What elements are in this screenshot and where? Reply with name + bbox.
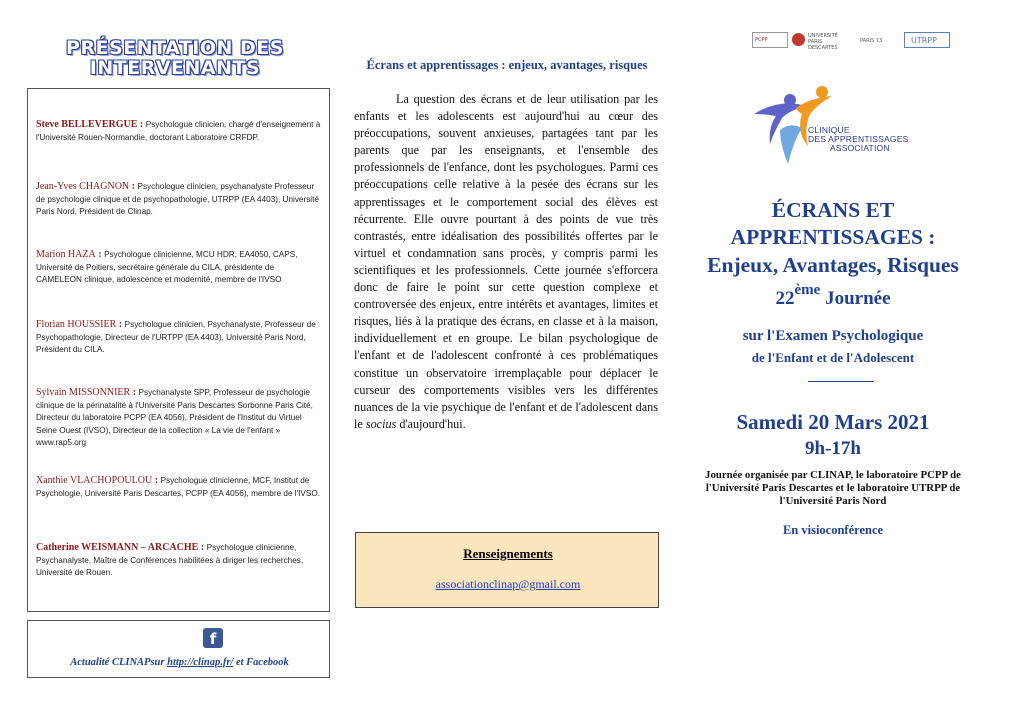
news-box [27, 620, 330, 678]
speakers-box [27, 88, 330, 612]
pcpp-logo: PCPP [752, 32, 788, 48]
event-format: En visioconférence [782, 523, 884, 537]
speaker-name: Sylvain MISSONNIER [36, 387, 131, 398]
article-body-end: d'aujourd'hui. [396, 416, 466, 431]
article-title: Écrans et apprentissages : enjeux, avantages, risques [366, 58, 648, 72]
speaker-description: Psychologue clinicien, psychanalyste Professeur de psychologie clinique et de psychopathologie, UTRPP (EA 4403), Université Paris Nord, Président de Clinap. [36, 182, 319, 217]
partner-logos [752, 30, 952, 50]
speaker-entry: Florian HOUSSIER : Psychologue clinicien, Psychanalyste, Professeur de Psychopathologie, Directeur de l'URTPP (EA 4403), Université Paris Nord, Président du CILA. [36, 319, 316, 355]
event-hours: 9h-17h [805, 438, 861, 459]
speaker-name: Xanthie VLACHOPOULOU [36, 475, 153, 486]
speaker-name: Catherine WEISMANN – ARCACHE [36, 542, 199, 553]
event-subtitle: Enjeux, Avantages, Risques [707, 253, 959, 277]
speaker-name: Jean-Yves CHAGNON [36, 181, 130, 192]
event-theme: sur l'Examen Psychologique [742, 328, 924, 344]
speaker-description: Psychologue clinicien, chargé d'enseignement à l'Université Rouen-Normandie, doctorant Laboratoire CRFDP. [36, 120, 321, 142]
info-box [355, 532, 659, 608]
paris13-logo: PARIS 13 [860, 38, 883, 44]
speakers-heading-line2: INTERVENANTS [89, 57, 261, 79]
contact-email-link[interactable]: associationclinap@gmail.com [435, 577, 581, 591]
speaker-name: Marion HAZA [36, 249, 96, 260]
speaker-entry: Sylvain MISSONNIER : Psychanalyste SPP, Professeur de psychologie clinique de la périnatalité à l'Université Paris Descartes Sorbonne Paris Cité, Directeur du laboratoire PCPP (EA 4056), Président de l'Institut du Virtuel Seine Ouest (IVSO), Directeur de la collection « La vie de l'enfant » www.rap5.org [36, 387, 313, 448]
speaker-name: Florian HOUSSIER [36, 319, 117, 330]
speaker-entry: Marion HAZA : Psychologue clinicienne, MCU HDR, EA4050, CAPS, Université de Poitiers, secrétaire générale du CILA, présidente de CAMELEON clinique, adolescence et modernité, membre de l'IVSO [36, 249, 298, 285]
speaker-description: Psychologue clinicienne, Psychanalyste, Maître de Conférences habilitées à diriger les recherches, Université de Rouen. [36, 543, 304, 578]
speaker-description: Psychologue clinicien, Psychanalyste, Professeur de Psychopathologie, Directeur de l'URTPP (EA 4403), Université Paris Nord, Président du CILA. [36, 320, 316, 355]
divider [808, 381, 874, 382]
speakers-heading [30, 38, 320, 78]
seal-icon [792, 33, 805, 46]
article-body [354, 91, 658, 433]
event-date: Samedi 20 Mars 2021 [736, 410, 930, 434]
clinic-name: CLINIQUE DES APPRENTISSAGES ASSOCIATION [808, 125, 909, 153]
news-prefix: Actualité CLINAPsur [70, 657, 168, 668]
speaker-description: Psychanalyste SPP, Professeur de psychologie clinique de la périnatalité à l'Université Paris Descartes Sorbonne Paris Cité, Directeur du laboratoire PCPP (EA 4056), Président de l'Institut du Virtuel Seine Ouest (IVSO), Directeur de la collection « La vie de l'enfant » www.rap5.org [36, 388, 313, 448]
news-suffix: et Facebook [233, 657, 289, 668]
event-organizers: Journée organisée par CLINAP, le laboratoire PCPP de l'Université Paris Descartes et le laboratoire UTRPP de l'Université Paris Nord [705, 469, 961, 508]
article-body-italic: socius [365, 416, 397, 431]
news-line [28, 657, 331, 668]
article-body-main: La question des écrans et de leur utilisation par les enfants et les adolescents est aujourd'hui au cœur des préoccupations, souvent anxieuses, partagées tant par les parents que par les enseignants, et l'ensemble des professionnels de l'enfance, dont les psychologues. Parmi ces préoccupations celle relative à la pesée des écrans sur les apprentissages et le comportement social des élèves est récurrente. Elle ouvre pourtant à des points de vue très contrastés, entre idéalisation des possibilités offertes par le virtuel et condamnation sans procès, y compris parmi les scientifiques et les professionnels. Cette journée s'efforcera donc de faire le point sur cette question complexe et controversée des enjeux, entre intérêts et avantages, limites et risques, liés à la pratique des écrans, en classe et à la maison, individuellement et en groupe. Le bilan psychologique de l'enfant et de l'adolescent confronté à ces problématiques constitue un observatoire irremplaçable pour déplacer le curseur des comportements visibles vers les différentes nuances de la vie psychique de l'enfant et de l'adolescent dans le [354, 92, 658, 431]
speaker-entry: Catherine WEISMANN – ARCACHE : Psychologue clinicienne, Psychanalyste, Maître de Conférences habilitées à diriger les recherches, Université de Rouen. [36, 542, 304, 578]
utrpp-logo: UTRPP [904, 32, 950, 48]
clinap-website-link[interactable]: http://clinap.fr/ [167, 657, 234, 668]
speaker-description: Psychologue clinicienne, MCF, Institut de Psychologie, Université Paris Descartes, PCPP (EA 4056), membre de l'IVSO. [36, 476, 320, 498]
facebook-icon[interactable]: f [203, 628, 223, 648]
info-title: Renseignements [463, 546, 553, 561]
speaker-name: Steve BELLEVERGUE [36, 119, 138, 130]
event-title: ÉCRANS ET APPRENTISSAGES : [730, 198, 936, 249]
speaker-description: Psychologue clinicienne, MCU HDR, EA4050, CAPS, Université de Poitiers, secrétaire générale du CILA, présidente de CAMELEON clinique, adolescence et modernité, membre de l'IVSO [36, 250, 298, 285]
speakers-heading-line1: PRÉSENTATION DES [66, 37, 284, 59]
paris-descartes-logo: UNIVERSITÉ PARIS DESCARTES [792, 32, 842, 48]
speaker-entry: Xanthie VLACHOPOULOU : Psychologue clinicienne, MCF, Institut de Psychologie, Université Paris Descartes, PCPP (EA 4056), membre de l'IVSO. [36, 475, 320, 498]
speaker-entry: Steve BELLEVERGUE : Psychologue clinicien, chargé d'enseignement à l'Université Rouen-Normandie, doctorant Laboratoire CRFDP. [36, 119, 321, 142]
speaker-entry: Jean-Yves CHAGNON : Psychologue clinicien, psychanalyste Professeur de psychologie clinique et de psychopathologie, UTRPP (EA 4403), Université Paris Nord, Président de Clinap. [36, 181, 319, 217]
event-theme-sub: de l'Enfant et de l'Adolescent [751, 350, 915, 365]
event-edition: 22ème Journée [775, 282, 891, 309]
